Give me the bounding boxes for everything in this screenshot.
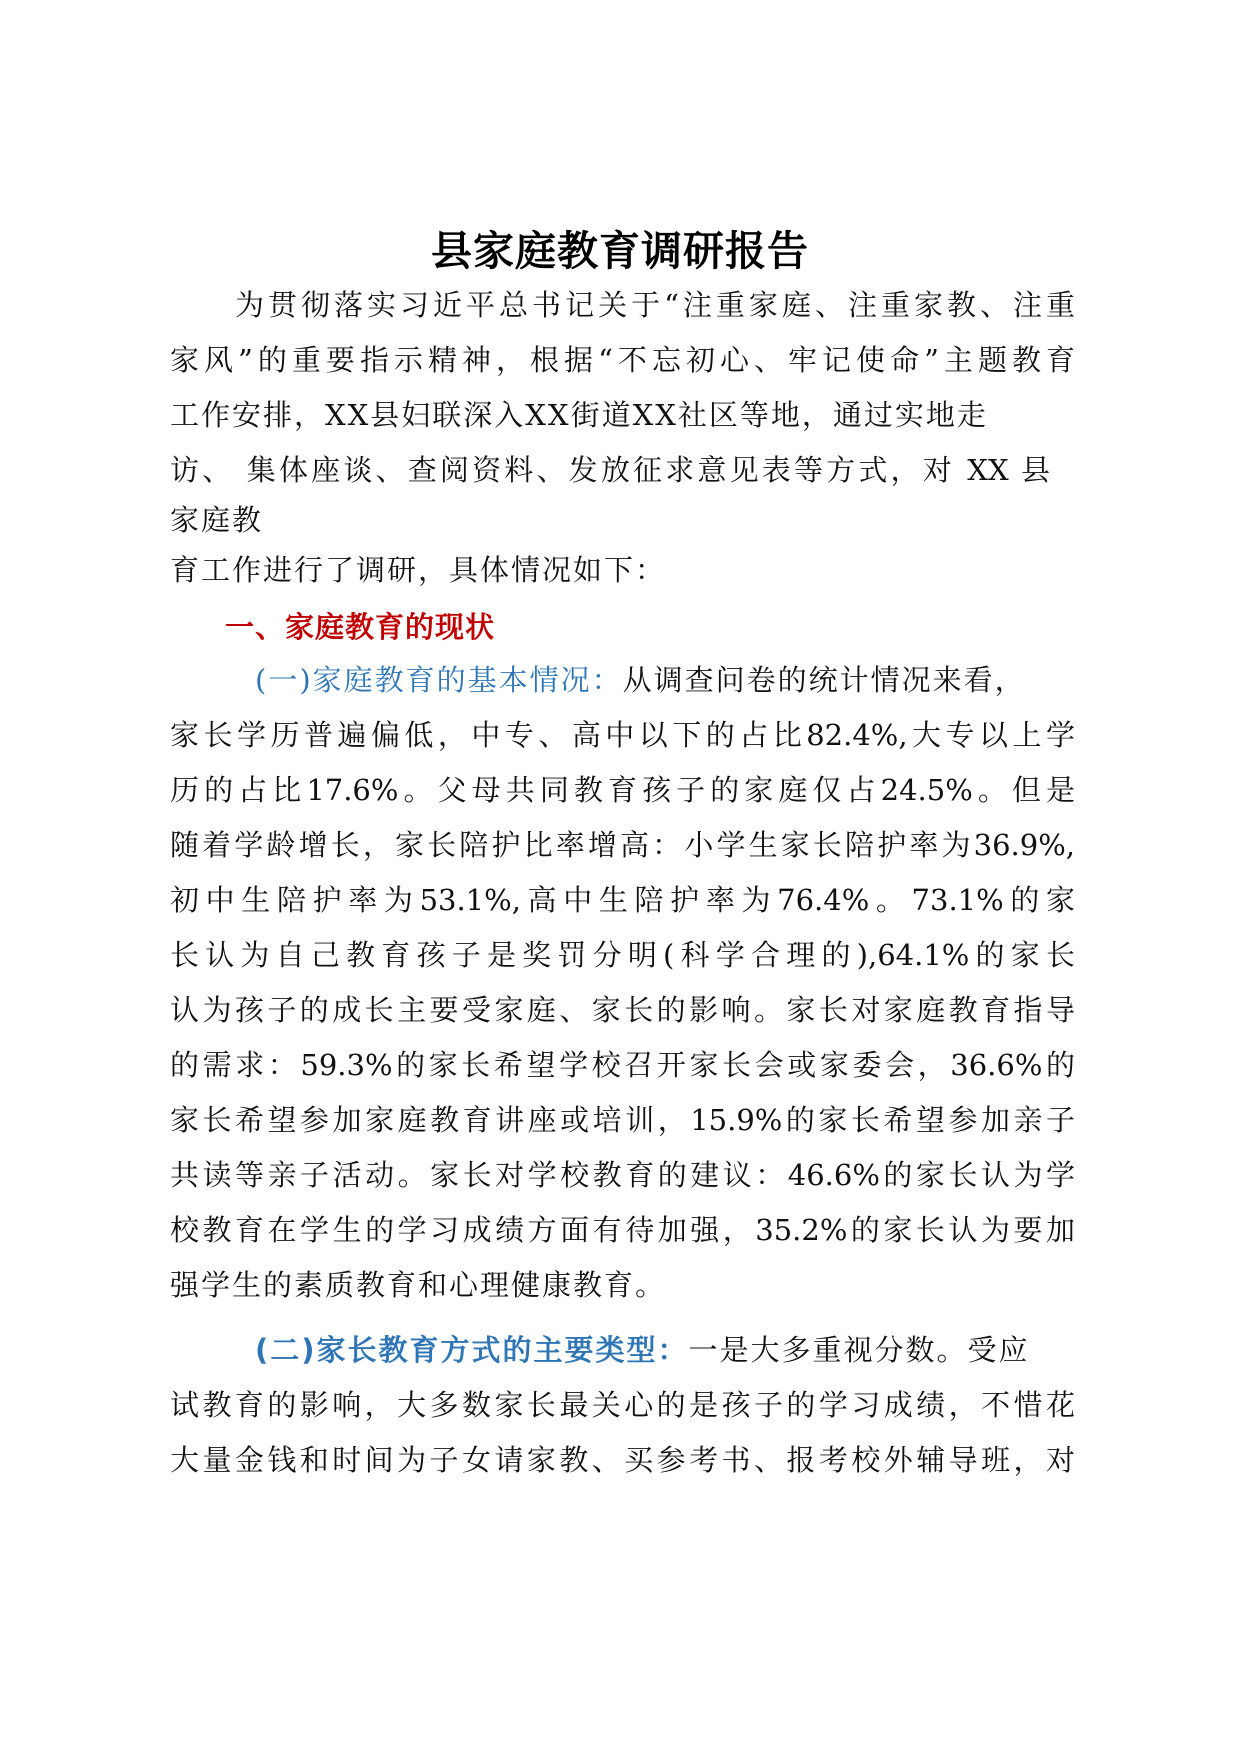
- subsection-2-label: (二)家长教育方式的主要类型：: [255, 1333, 689, 1367]
- intro-line-6: 育工作进行了调研，具体情况如下：: [170, 553, 667, 587]
- paragraph-line: 试教育的影响，大多数家长最关心的是孩子的学习成绩，不惜花: [170, 1388, 1075, 1422]
- subsection-1-first-text: 从调查问卷的统计情况来看，: [622, 663, 1026, 697]
- paragraph-line: 认为孩子的成长主要受家庭、家长的影响。家长对家庭教育指导: [170, 993, 1075, 1027]
- paragraph-line: 的需求：59.3%的家长希望学校召开家长会或家委会，36.6%的: [170, 1048, 1075, 1082]
- paragraph-line: 家长希望参加家庭教育讲座或培训，15.9%的家长希望参加亲子: [170, 1103, 1075, 1137]
- intro-line-2: 家风”的重要指示精神，根据“不忘初心、牢记使命”主题教育: [170, 343, 1075, 377]
- section-heading: 一、家庭教育的现状: [225, 610, 496, 644]
- paragraph-line: 校教育在学生的学习成绩方面有待加强，35.2%的家长认为要加: [170, 1213, 1075, 1247]
- paragraph-line: 长认为自己教育孩子是奖罚分明(科学合理的),64.1%的家长: [170, 938, 1075, 972]
- page-title: 县家庭教育调研报告: [431, 227, 809, 275]
- intro-line-1: 为贯彻落实习近平总书记关于“注重家庭、注重家教、注重: [235, 288, 1075, 322]
- subsection-1-first-line: [255, 660, 1026, 700]
- paragraph-line: 共读等亲子活动。家长对学校教育的建议：46.6%的家长认为学: [170, 1158, 1075, 1192]
- subsection-2-first-text: 一是大多重视分数。受应: [688, 1333, 1030, 1367]
- paragraph-line: 随着学龄增长，家长陪护比率增高：小学生家长陪护率为36.9%,: [170, 828, 1075, 862]
- paragraph-line: 初中生陪护率为53.1%,高中生陪护率为76.4%。73.1%的家: [170, 883, 1075, 917]
- intro-line-4: 访、 集体座谈、查阅资料、发放征求意见表等方式，对 XX 县: [170, 453, 1050, 487]
- subsection-2-first-line: [255, 1330, 1030, 1370]
- paragraph-line: 家长学历普遍偏低，中专、高中以下的占比82.4%,大专以上学: [170, 718, 1075, 752]
- paragraph-line: 历的占比17.6%。父母共同教育孩子的家庭仅占24.5%。但是: [170, 773, 1075, 807]
- paragraph-line: 大量金钱和时间为子女请家教、买参考书、报考校外辅导班，对: [170, 1443, 1075, 1477]
- paragraph-line: 强学生的素质教育和心理健康教育。: [170, 1268, 667, 1302]
- subsection-1-label: (一)家庭教育的基本情况：: [255, 663, 623, 697]
- intro-line-5: 家庭教: [170, 503, 264, 537]
- intro-line-3: 工作安排，XX县妇联深入XX街道XX社区等地，通过实地走: [170, 398, 988, 432]
